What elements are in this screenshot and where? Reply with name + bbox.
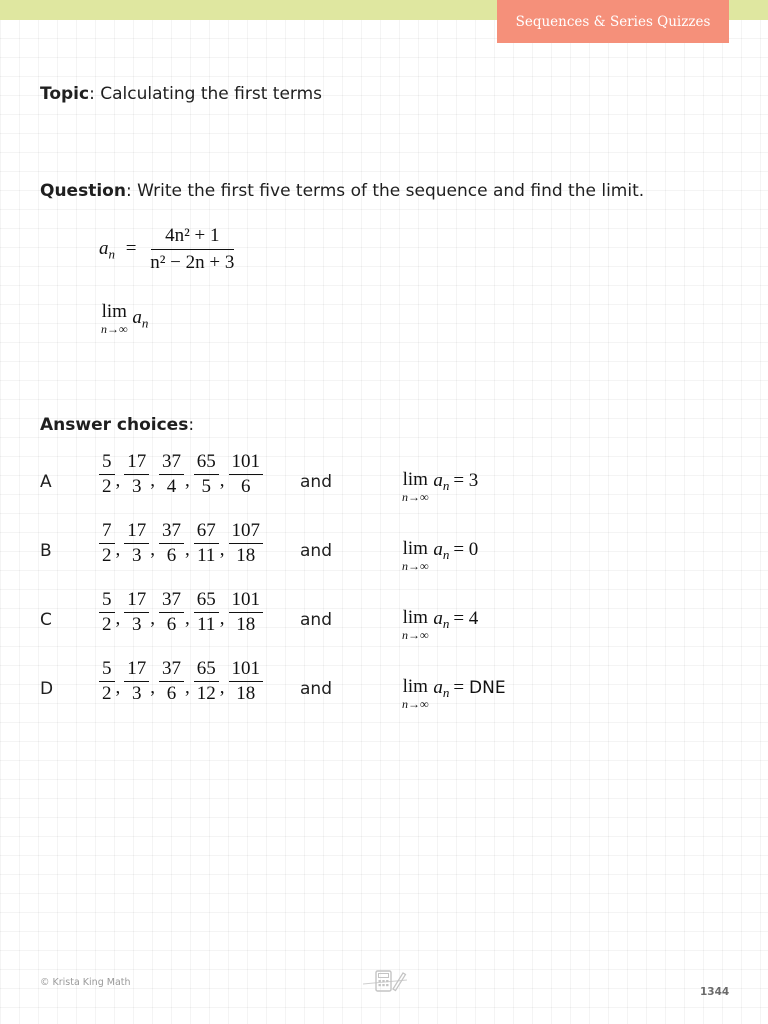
limit-word: lim bbox=[402, 469, 428, 490]
term-denominator: 18 bbox=[236, 613, 256, 635]
calculator-pencil-icon bbox=[362, 968, 408, 994]
term-denominator: 5 bbox=[201, 475, 211, 497]
limit-under: n→∞ bbox=[402, 558, 429, 573]
limit-expr-sub: n bbox=[442, 547, 450, 562]
term-denominator: 18 bbox=[236, 544, 256, 566]
term-fraction bbox=[124, 521, 149, 566]
choice-and: and bbox=[300, 541, 332, 561]
term-fraction bbox=[229, 659, 264, 704]
limit-operator bbox=[402, 539, 429, 572]
choice-terms bbox=[98, 521, 264, 566]
term-denominator: 6 bbox=[166, 682, 177, 704]
limit-under: n→∞ bbox=[402, 627, 429, 642]
term-separator: , bbox=[185, 539, 190, 561]
term-denominator: 2 bbox=[102, 475, 112, 497]
term-separator: , bbox=[185, 470, 190, 492]
question-line bbox=[40, 181, 644, 201]
topic-line bbox=[40, 84, 322, 104]
choice-terms bbox=[98, 452, 264, 497]
choice-letter: B bbox=[40, 541, 52, 561]
limit-expr: a bbox=[132, 306, 142, 328]
limit-expr-sub: n bbox=[442, 478, 450, 493]
limit-word: lim bbox=[101, 301, 127, 322]
term-numerator: 5 bbox=[99, 452, 115, 475]
term-separator: , bbox=[150, 539, 155, 561]
formula-denominator: n² − 2n + 3 bbox=[150, 251, 235, 273]
limit-expr: a bbox=[433, 539, 443, 560]
choice-and: and bbox=[300, 472, 332, 492]
term-denominator: 6 bbox=[241, 475, 251, 497]
term-fraction bbox=[99, 452, 115, 497]
term-separator: , bbox=[150, 608, 155, 630]
limit-expr: a bbox=[433, 608, 443, 629]
term-fraction bbox=[159, 452, 184, 497]
term-fraction bbox=[229, 590, 264, 635]
section-tab: Sequences & Series Quizzes bbox=[497, 0, 729, 43]
limit-expr: a bbox=[433, 470, 443, 491]
term-numerator: 17 bbox=[124, 659, 149, 682]
choice-terms bbox=[98, 590, 264, 635]
term-denominator: 11 bbox=[197, 544, 216, 566]
question-text: : Write the first five terms of the sequence and find the limit. bbox=[125, 181, 645, 201]
choice-limit bbox=[402, 677, 506, 710]
choice-and: and bbox=[300, 679, 332, 699]
term-fraction bbox=[194, 659, 219, 704]
topic-text: : Calculating the first terms bbox=[89, 84, 323, 104]
term-numerator: 17 bbox=[124, 590, 149, 613]
limit-value: = 0 bbox=[453, 539, 479, 560]
term-denominator: 2 bbox=[102, 682, 112, 704]
term-fraction bbox=[194, 521, 219, 566]
term-denominator: 3 bbox=[132, 682, 142, 704]
term-numerator: 37 bbox=[159, 659, 184, 682]
term-fraction bbox=[159, 521, 184, 566]
term-numerator: 37 bbox=[159, 521, 184, 544]
term-separator: , bbox=[219, 677, 225, 699]
term-separator: , bbox=[219, 539, 225, 561]
choice-letter: C bbox=[40, 610, 52, 630]
footer-copyright: © Krista King Math bbox=[40, 977, 131, 988]
term-denominator: 2 bbox=[102, 613, 112, 635]
term-fraction bbox=[124, 452, 149, 497]
term-fraction bbox=[229, 521, 264, 566]
term-numerator: 65 bbox=[194, 590, 219, 613]
term-fraction bbox=[159, 590, 184, 635]
term-fraction bbox=[229, 452, 264, 497]
term-denominator: 3 bbox=[132, 544, 142, 566]
limit-under: n→∞ bbox=[402, 696, 429, 711]
term-denominator: 3 bbox=[132, 613, 142, 635]
limit-operator bbox=[402, 677, 429, 710]
term-denominator: 18 bbox=[236, 682, 256, 704]
term-numerator: 7 bbox=[99, 521, 115, 544]
term-fraction bbox=[99, 590, 115, 635]
limit-operator bbox=[402, 470, 429, 503]
answers-heading-colon: : bbox=[188, 415, 195, 435]
limit-expr: a bbox=[433, 677, 443, 698]
term-numerator: 67 bbox=[194, 521, 219, 544]
limit-under: n→∞ bbox=[402, 489, 429, 504]
limit-word: lim bbox=[402, 676, 428, 697]
answers-heading bbox=[40, 415, 194, 435]
formula-lhs-sub: n bbox=[108, 246, 115, 262]
term-separator: , bbox=[150, 470, 155, 492]
choice-limit bbox=[402, 470, 478, 503]
term-denominator: 4 bbox=[166, 475, 177, 497]
limit-word: lim bbox=[402, 607, 428, 628]
topic-label: Topic bbox=[40, 84, 90, 104]
limit-expr-sub: n bbox=[141, 315, 149, 331]
limit-equals: = bbox=[453, 677, 465, 698]
choice-letter: A bbox=[40, 472, 52, 492]
limit-word: lim bbox=[402, 538, 428, 559]
term-fraction bbox=[159, 659, 184, 704]
limit-value: DNE bbox=[469, 678, 506, 698]
term-fraction bbox=[99, 521, 115, 566]
answers-heading-label: Answer choices bbox=[40, 415, 189, 435]
sequence-formula bbox=[99, 226, 237, 273]
term-separator: , bbox=[219, 470, 225, 492]
formula-equals: = bbox=[125, 237, 137, 259]
term-denominator: 6 bbox=[166, 544, 177, 566]
term-separator: , bbox=[219, 608, 225, 630]
term-separator: , bbox=[115, 539, 121, 561]
term-numerator: 5 bbox=[99, 659, 115, 682]
term-fraction bbox=[194, 590, 219, 635]
choice-and: and bbox=[300, 610, 332, 630]
limit-expr-sub: n bbox=[442, 685, 450, 700]
limit-value: = 4 bbox=[453, 608, 479, 629]
term-denominator: 12 bbox=[196, 682, 216, 704]
term-numerator: 17 bbox=[124, 452, 149, 475]
term-numerator: 65 bbox=[194, 659, 219, 682]
limit-value: = 3 bbox=[453, 470, 479, 491]
term-numerator: 65 bbox=[194, 452, 219, 475]
term-numerator: 37 bbox=[159, 452, 184, 475]
term-numerator: 107 bbox=[229, 521, 264, 544]
term-numerator: 37 bbox=[159, 590, 184, 613]
term-separator: , bbox=[115, 470, 121, 492]
term-fraction bbox=[99, 659, 115, 704]
term-numerator: 101 bbox=[229, 659, 264, 682]
choice-terms bbox=[98, 659, 264, 704]
term-fraction bbox=[124, 659, 149, 704]
choice-limit bbox=[402, 608, 478, 641]
term-numerator: 5 bbox=[99, 590, 115, 613]
limit-operator bbox=[402, 608, 429, 641]
term-denominator: 2 bbox=[102, 544, 112, 566]
formula-lhs: a bbox=[99, 237, 109, 259]
term-denominator: 11 bbox=[197, 613, 216, 635]
formula-fraction bbox=[148, 226, 236, 273]
term-separator: , bbox=[185, 608, 190, 630]
term-separator: , bbox=[150, 677, 155, 699]
term-separator: , bbox=[115, 677, 121, 699]
page-number: 1344 bbox=[700, 986, 730, 998]
term-fraction bbox=[194, 452, 219, 497]
formula-numerator: 4n² + 1 bbox=[151, 226, 233, 250]
limit-expr-sub: n bbox=[442, 616, 450, 631]
term-numerator: 101 bbox=[229, 452, 264, 475]
term-separator: , bbox=[115, 608, 121, 630]
choice-limit bbox=[402, 539, 478, 572]
question-label: Question bbox=[40, 181, 126, 201]
term-fraction bbox=[124, 590, 149, 635]
term-numerator: 101 bbox=[229, 590, 264, 613]
term-separator: , bbox=[185, 677, 190, 699]
limit-under: n→∞ bbox=[101, 321, 128, 336]
limit-question bbox=[101, 302, 148, 335]
term-denominator: 3 bbox=[132, 475, 142, 497]
term-numerator: 17 bbox=[124, 521, 149, 544]
term-denominator: 6 bbox=[166, 613, 177, 635]
choice-letter: D bbox=[40, 679, 54, 699]
